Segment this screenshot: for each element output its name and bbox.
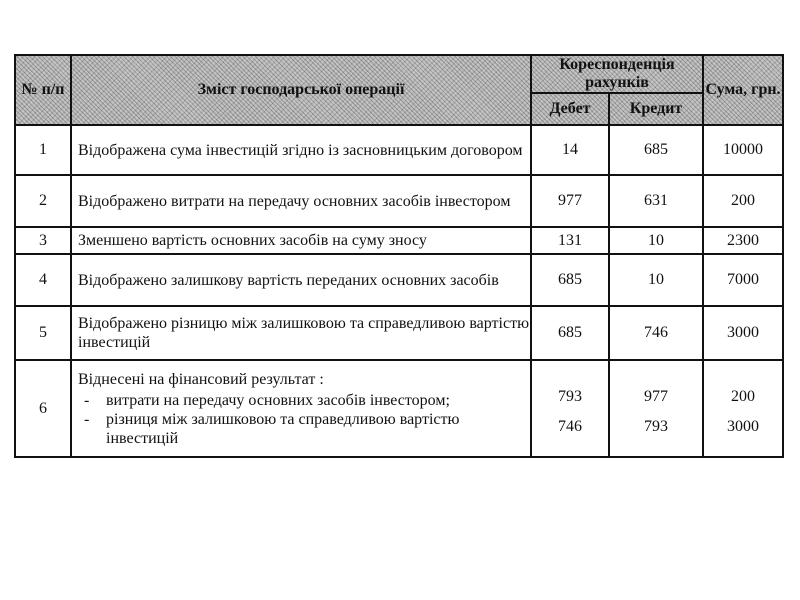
sub-item-list	[78, 391, 530, 448]
row-sum: 7000	[703, 254, 783, 306]
accounting-table	[14, 54, 784, 458]
row-number: 3	[15, 227, 71, 254]
row-number: 1	[15, 125, 71, 175]
row-credit: 10	[609, 227, 703, 254]
row-sum	[703, 360, 783, 457]
row-number: 5	[15, 306, 71, 360]
sub-item-text: витрати на передачу основних засобів інвестором;	[106, 391, 450, 409]
table-row	[15, 306, 783, 360]
header-sum: Сума, грн.	[703, 55, 783, 125]
list-item	[78, 391, 530, 410]
table-row	[15, 125, 783, 175]
row-debit: 685	[531, 254, 609, 306]
row-description: Відображено витрати на передачу основних засобів інвестором	[71, 175, 531, 227]
row-credit	[609, 360, 703, 457]
row-sum: 200	[703, 175, 783, 227]
row-description: Відображена сума інвестицій згідно із засновницьким договором	[71, 125, 531, 175]
row-sum: 3000	[703, 306, 783, 360]
row-debit: 977	[531, 175, 609, 227]
table-row	[15, 254, 783, 306]
header-correspondence: Кореспонденція рахунків	[531, 55, 703, 93]
row-description	[71, 360, 531, 457]
row-sum: 10000	[703, 125, 783, 175]
header-number: № п/п	[15, 55, 71, 125]
row-debit	[531, 360, 609, 457]
dash-bullet: -	[84, 410, 90, 428]
header-credit: Кредит	[609, 93, 703, 125]
row-sum: 2300	[703, 227, 783, 254]
row-number: 4	[15, 254, 71, 306]
table-row	[15, 360, 783, 457]
row-credit: 631	[609, 175, 703, 227]
sub-debit: 793	[558, 387, 582, 405]
row-title: Віднесені на фінансовий результат :	[78, 370, 324, 388]
row-number: 6	[15, 360, 71, 457]
list-item	[78, 410, 530, 448]
row-credit: 10	[609, 254, 703, 306]
sub-sum: 3000	[727, 417, 759, 435]
sub-credit: 793	[644, 417, 668, 435]
row-description: Відображено різницю між залишковою та справедливою вартістю інвестицій	[71, 306, 531, 360]
dash-bullet: -	[84, 391, 90, 409]
table-row	[15, 227, 783, 254]
table-header	[15, 55, 783, 125]
row-debit: 685	[531, 306, 609, 360]
sub-debit: 746	[558, 417, 582, 435]
row-credit: 685	[609, 125, 703, 175]
row-credit: 746	[609, 306, 703, 360]
header-debit: Дебет	[531, 93, 609, 125]
row-debit: 14	[531, 125, 609, 175]
row-debit: 131	[531, 227, 609, 254]
sub-item-text: різниця між залишковою та справедливою вартістю інвестицій	[106, 410, 460, 447]
table-row	[15, 175, 783, 227]
row-description: Зменшено вартість основних засобів на суму зносу	[71, 227, 531, 254]
row-description: Відображено залишкову вартість переданих основних засобів	[71, 254, 531, 306]
header-content: Зміст господарської операції	[71, 55, 531, 125]
row-number: 2	[15, 175, 71, 227]
sub-sum: 200	[731, 387, 755, 405]
sub-credit: 977	[644, 387, 668, 405]
